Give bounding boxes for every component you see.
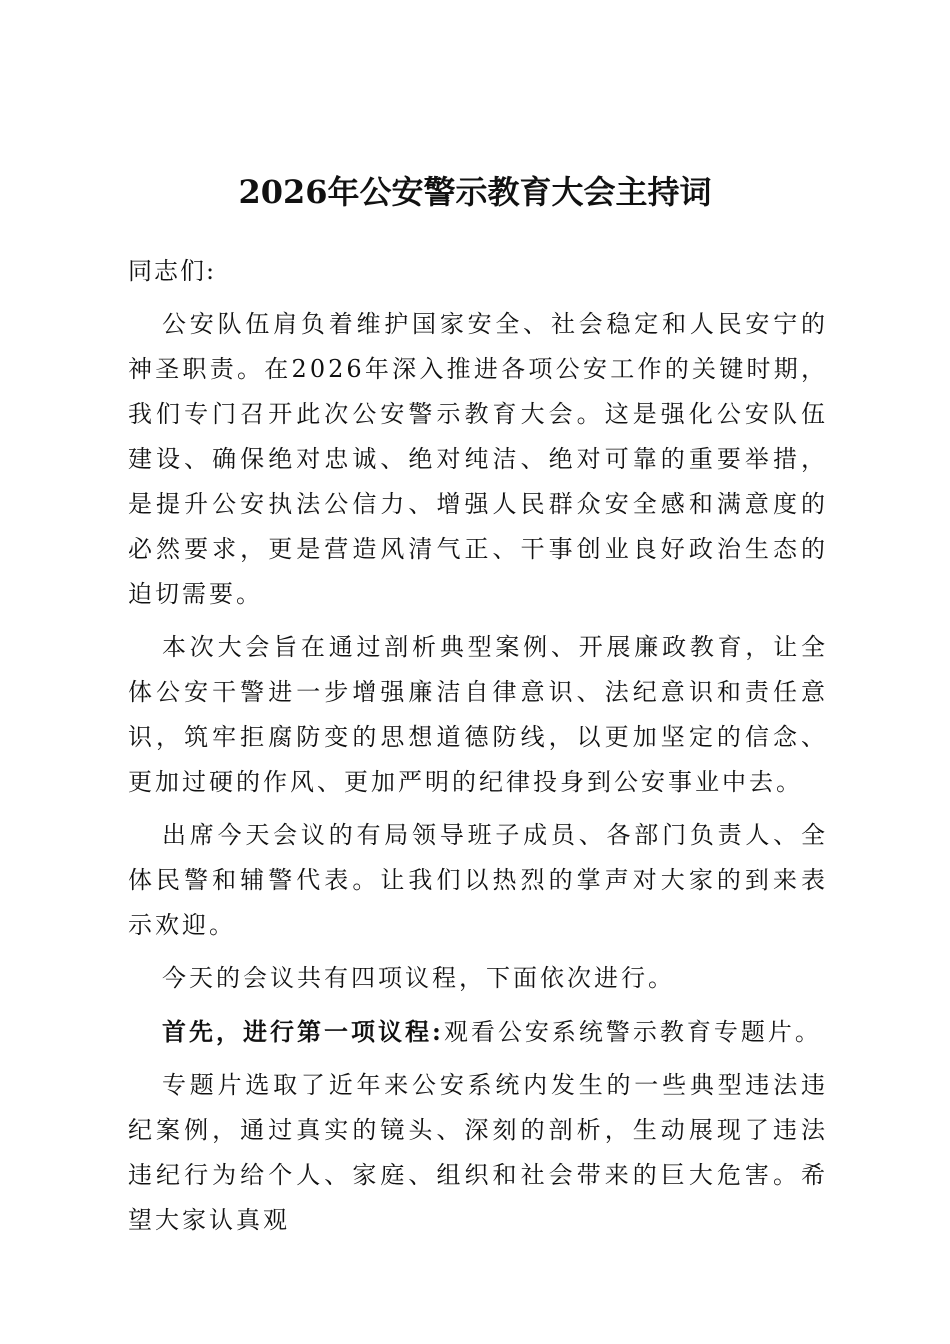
paragraph-agenda: [128, 956, 828, 1009]
paragraph-text: 本次大会旨在通过剖析典型案例、开展廉政教育，让全体公安干警进一步增强廉洁自律意识、法纪意识和责任意识，筑牢拒腐防变的思想道德防线，以更加坚定的信念、更加过硬的作风、更加严明的纪律投身到公安事业中去。: [128, 633, 828, 796]
paragraph-first-item: [128, 1009, 828, 1063]
paragraph-film-description: [128, 1063, 828, 1251]
paragraph-text: 今天的会议共有四项议程，下面依次进行。: [162, 964, 675, 992]
paragraph-text: 专题片选取了近年来公安系统内发生的一些典型违法违纪案例，通过真实的镜头、深刻的剖析，生动展现了违法违纪行为给个人、家庭、组织和社会带来的巨大危害。希望大家认真观: [128, 1071, 828, 1234]
paragraph-text: 出席今天会议的有局领导班子成员、各部门负责人、全体民警和辅警代表。让我们以热烈的掌声对大家的到来表示欢迎。: [128, 821, 828, 939]
salutation: 同志们:: [128, 257, 217, 285]
paragraph-attendees: [128, 813, 828, 956]
agenda-item-lead: 首先，进行第一项议程:: [162, 1017, 444, 1046]
paragraph-purpose: [128, 625, 828, 813]
document-title: 2026年公安警示教育大会主持词: [238, 173, 712, 211]
paragraph-intro: [128, 302, 828, 625]
paragraph-text: 观看公安系统警示教育专题片。: [443, 1018, 822, 1046]
paragraph-text: 公安队伍肩负着维护国家安全、社会稳定和人民安宁的神圣职责。在2026年深入推进各项公安工作的关键时期，我们专门召开此次公安警示教育大会。这是强化公安队伍建设、确保绝对忠诚、绝对纯洁、绝对可靠的重要举措，是提升公安执法公信力、增强人民群众安全感和满意度的必然要求，更是营造风清气正、干事创业良好政治生态的迫切需要。: [128, 310, 828, 608]
document-body: [128, 249, 828, 1251]
